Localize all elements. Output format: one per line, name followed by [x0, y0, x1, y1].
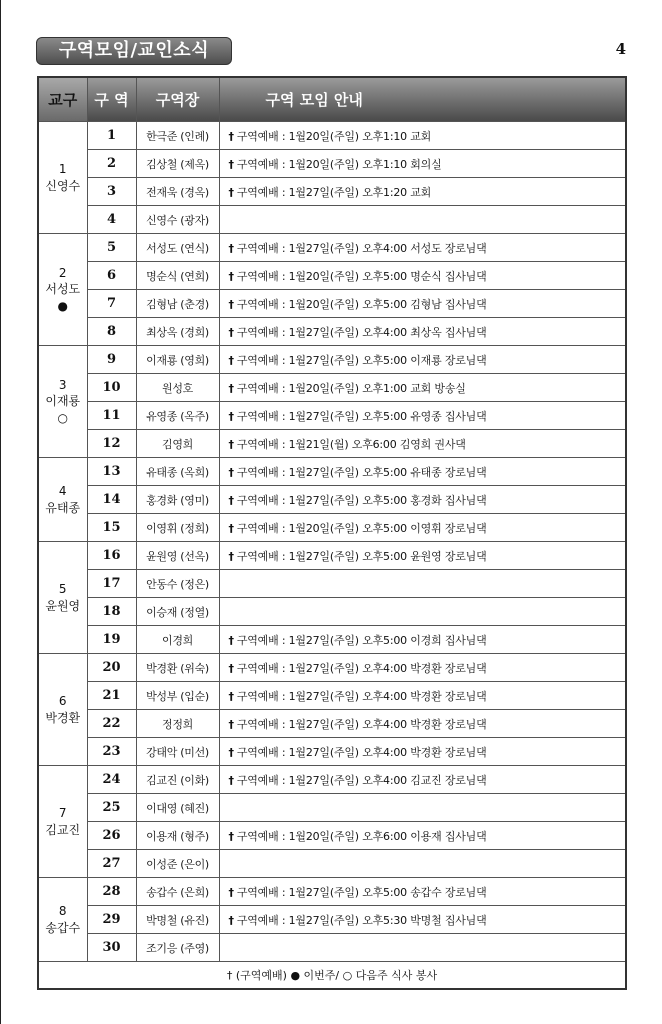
district-number: 22 [87, 710, 136, 738]
cross-icon: † [228, 269, 234, 283]
district-group-number: 7 [58, 806, 67, 821]
district-group-cell [38, 234, 87, 346]
hollow-circle-icon: ○ [57, 410, 68, 425]
table-row [38, 850, 626, 878]
district-group-name: 서성도 [45, 282, 81, 297]
district-group-cell [38, 766, 87, 878]
district-group-number: 3 [58, 378, 67, 393]
table-row [38, 654, 626, 682]
legend-text: † (구역예배) ● 이번주/ ○ 다음주 식사 봉사 [38, 962, 626, 990]
cross-icon: † [228, 913, 234, 927]
district-group-number: 1 [58, 162, 67, 177]
meeting-info [219, 346, 626, 374]
district-group-number: 5 [58, 582, 67, 597]
district-number: 10 [87, 374, 136, 402]
district-leader: 유영종 (옥주) [136, 402, 219, 430]
cross-icon: † [228, 157, 234, 171]
district-leader: 유태종 (옥희) [136, 458, 219, 486]
district-number: 1 [87, 122, 136, 150]
cross-icon: † [228, 409, 234, 423]
meeting-info-text: 구역예배 : 1월27일(주일) 오후5:00 이경희 집사님댁 [236, 633, 487, 647]
table-row [38, 906, 626, 934]
district-number: 16 [87, 542, 136, 570]
meeting-info-text: 구역예배 : 1월27일(주일) 오후5:00 윤원영 장로님댁 [236, 549, 487, 563]
district-number: 6 [87, 262, 136, 290]
meeting-info [219, 122, 626, 150]
district-leader: 송갑수 (은희) [136, 878, 219, 906]
table-row [38, 206, 626, 234]
meeting-info [219, 514, 626, 542]
district-group-cell [38, 878, 87, 962]
meeting-info [219, 906, 626, 934]
cross-icon: † [228, 745, 234, 759]
district-leader: 강태악 (미선) [136, 738, 219, 766]
meeting-info [219, 542, 626, 570]
meeting-info-text: 구역예배 : 1월27일(주일) 오후4:00 박경환 장로님댁 [236, 745, 487, 759]
meeting-info [219, 878, 626, 906]
meeting-info [219, 794, 626, 822]
district-number: 24 [87, 766, 136, 794]
district-leader: 명순식 (연희) [136, 262, 219, 290]
district-number: 2 [87, 150, 136, 178]
cross-icon: † [228, 241, 234, 255]
table-row [38, 626, 626, 654]
meeting-info [219, 206, 626, 234]
district-number: 26 [87, 822, 136, 850]
table-row [38, 262, 626, 290]
district-leader: 박경환 (위숙) [136, 654, 219, 682]
table-row [38, 598, 626, 626]
district-group-name: 박경환 [45, 710, 81, 725]
meeting-info-text: 구역예배 : 1월20일(주일) 오후6:00 이용재 집사님댁 [236, 829, 487, 843]
meeting-info-text: 구역예배 : 1월27일(주일) 오후1:20 교회 [236, 185, 432, 199]
district-leader: 정정희 [136, 710, 219, 738]
meeting-info [219, 738, 626, 766]
district-leader: 안동수 (정은) [136, 570, 219, 598]
cross-icon: † [228, 381, 234, 395]
district-number: 9 [87, 346, 136, 374]
meeting-info-text: 구역예배 : 1월20일(주일) 오후5:00 김형남 집사님댁 [236, 297, 487, 311]
district-group-number: 6 [58, 694, 67, 709]
cross-icon: † [228, 521, 234, 535]
table-row [38, 150, 626, 178]
district-group-number: 2 [58, 266, 67, 281]
meeting-info-text: 구역예배 : 1월27일(주일) 오후4:00 박경환 장로님댁 [236, 661, 487, 675]
table-row [38, 710, 626, 738]
table-row [38, 878, 626, 906]
district-group-name: 송갑수 [45, 920, 81, 935]
meeting-info [219, 178, 626, 206]
meeting-info-text: 구역예배 : 1월27일(주일) 오후5:00 송갑수 장로님댁 [236, 885, 487, 899]
district-leader: 이성준 (은이) [136, 850, 219, 878]
district-leader: 이승재 (정열) [136, 598, 219, 626]
meeting-info-text: 구역예배 : 1월27일(주일) 오후4:00 박경환 장로님댁 [236, 689, 487, 703]
district-leader: 김형남 (춘경) [136, 290, 219, 318]
district-group-cell [38, 654, 87, 766]
district-leader: 한극준 (인례) [136, 122, 219, 150]
district-leader: 조기응 (주영) [136, 934, 219, 962]
district-number: 28 [87, 878, 136, 906]
cross-icon: † [228, 717, 234, 731]
district-number: 5 [87, 234, 136, 262]
district-leader: 김교진 (이화) [136, 766, 219, 794]
meeting-info [219, 318, 626, 346]
meeting-info [219, 850, 626, 878]
table-row [38, 346, 626, 374]
meeting-info [219, 934, 626, 962]
cross-icon: † [228, 325, 234, 339]
col-header-district-group: 교구 [38, 77, 87, 122]
district-number: 20 [87, 654, 136, 682]
col-header-district: 구 역 [87, 77, 136, 122]
district-group-name: 이재룡 [45, 394, 81, 409]
meeting-info [219, 626, 626, 654]
col-header-leader: 구역장 [136, 77, 219, 122]
district-number: 21 [87, 682, 136, 710]
cross-icon: † [228, 129, 234, 143]
district-leader: 이용재 (형주) [136, 822, 219, 850]
meeting-info-text: 구역예배 : 1월20일(주일) 오후1:00 교회 방송실 [236, 381, 466, 395]
district-leader: 최상옥 (경희) [136, 318, 219, 346]
district-number: 15 [87, 514, 136, 542]
page-number: 4 [615, 40, 626, 58]
district-leader: 이영휘 (정희) [136, 514, 219, 542]
district-group-name: 김교진 [45, 822, 81, 837]
table-row [38, 458, 626, 486]
district-leader: 박명철 (유진) [136, 906, 219, 934]
table-row [38, 122, 626, 150]
cross-icon: † [228, 829, 234, 843]
district-number: 7 [87, 290, 136, 318]
district-group-cell [38, 542, 87, 654]
district-number: 14 [87, 486, 136, 514]
meeting-info [219, 822, 626, 850]
section-title: 구역모임/교인소식 [36, 37, 232, 65]
cross-icon: † [228, 549, 234, 563]
table-row [38, 682, 626, 710]
cross-icon: † [228, 437, 234, 451]
meeting-info-text: 구역예배 : 1월27일(주일) 오후4:00 최상옥 집사님댁 [236, 325, 487, 339]
district-number: 30 [87, 934, 136, 962]
district-leader: 김상철 (제옥) [136, 150, 219, 178]
district-number: 17 [87, 570, 136, 598]
district-group-name: 신영수 [45, 178, 81, 193]
district-number: 4 [87, 206, 136, 234]
table-row [38, 178, 626, 206]
meeting-info [219, 682, 626, 710]
table-row [38, 766, 626, 794]
district-leader: 박성부 (입순) [136, 682, 219, 710]
meeting-info [219, 430, 626, 458]
district-leader: 전재욱 (경옥) [136, 178, 219, 206]
district-number: 12 [87, 430, 136, 458]
meeting-info-text: 구역예배 : 1월20일(주일) 오후5:00 명순식 집사님댁 [236, 269, 487, 283]
meeting-info [219, 402, 626, 430]
filled-circle-icon: ● [57, 298, 68, 313]
district-leader: 김영희 [136, 430, 219, 458]
district-number: 23 [87, 738, 136, 766]
meeting-info-text: 구역예배 : 1월27일(주일) 오후5:30 박명철 집사님댁 [236, 913, 487, 927]
district-number: 8 [87, 318, 136, 346]
district-leader: 이재룡 (영희) [136, 346, 219, 374]
district-number: 25 [87, 794, 136, 822]
meeting-info [219, 654, 626, 682]
meeting-info-text: 구역예배 : 1월27일(주일) 오후5:00 유영종 집사님댁 [236, 409, 487, 423]
meeting-info [219, 598, 626, 626]
district-meeting-table [37, 76, 627, 990]
district-group-name: 윤원영 [45, 598, 81, 613]
table-row [38, 374, 626, 402]
meeting-info-text: 구역예배 : 1월27일(주일) 오후4:00 박경환 장로님댁 [236, 717, 487, 731]
meeting-info [219, 234, 626, 262]
meeting-info-text: 구역예배 : 1월27일(주일) 오후5:00 이재룡 장로님댁 [236, 353, 487, 367]
cross-icon: † [228, 689, 234, 703]
page-border [0, 0, 1, 1024]
meeting-info [219, 710, 626, 738]
meeting-info [219, 374, 626, 402]
legend-row [38, 962, 626, 990]
table-row [38, 290, 626, 318]
meeting-info-text: 구역예배 : 1월27일(주일) 오후4:00 김교진 장로님댁 [236, 773, 487, 787]
meeting-info-text: 구역예배 : 1월20일(주일) 오후1:10 회의실 [236, 157, 442, 171]
table-header-row [38, 77, 626, 122]
meeting-info [219, 766, 626, 794]
meeting-info-text: 구역예배 : 1월27일(주일) 오후5:00 유태종 장로님댁 [236, 465, 487, 479]
district-group-cell [38, 122, 87, 234]
district-group-number: 8 [58, 904, 67, 919]
table-row [38, 794, 626, 822]
district-leader: 원성호 [136, 374, 219, 402]
district-number: 29 [87, 906, 136, 934]
meeting-info [219, 262, 626, 290]
district-group-cell [38, 346, 87, 458]
meeting-info-text: 구역예배 : 1월21일(월) 오후6:00 김영희 권사댁 [236, 437, 466, 451]
district-group-cell [38, 458, 87, 542]
meeting-info [219, 458, 626, 486]
table-row [38, 402, 626, 430]
district-number: 18 [87, 598, 136, 626]
cross-icon: † [228, 353, 234, 367]
meeting-info-text: 구역예배 : 1월20일(주일) 오후5:00 이영휘 장로님댁 [236, 521, 487, 535]
meeting-info [219, 150, 626, 178]
district-leader: 이경희 [136, 626, 219, 654]
cross-icon: † [228, 773, 234, 787]
district-group-name: 유태종 [45, 500, 81, 515]
district-number: 11 [87, 402, 136, 430]
cross-icon: † [228, 185, 234, 199]
district-leader: 신영수 (광자) [136, 206, 219, 234]
table-body [38, 122, 626, 962]
district-leader: 서성도 (연식) [136, 234, 219, 262]
meeting-info-text: 구역예배 : 1월27일(주일) 오후5:00 홍경화 집사님댁 [236, 493, 487, 507]
district-leader: 홍경화 (영미) [136, 486, 219, 514]
table-row [38, 514, 626, 542]
cross-icon: † [228, 465, 234, 479]
meeting-info-text: 구역예배 : 1월27일(주일) 오후4:00 서성도 장로님댁 [236, 241, 487, 255]
table-row [38, 486, 626, 514]
table-row [38, 318, 626, 346]
meeting-info [219, 570, 626, 598]
district-group-number: 4 [58, 484, 67, 499]
district-number: 3 [87, 178, 136, 206]
meeting-info [219, 290, 626, 318]
district-number: 13 [87, 458, 136, 486]
district-leader: 윤원영 (선옥) [136, 542, 219, 570]
table-row [38, 934, 626, 962]
meeting-info [219, 486, 626, 514]
cross-icon: † [228, 661, 234, 675]
district-number: 19 [87, 626, 136, 654]
table-row [38, 542, 626, 570]
table-row [38, 822, 626, 850]
cross-icon: † [228, 633, 234, 647]
cross-icon: † [228, 885, 234, 899]
district-number: 27 [87, 850, 136, 878]
cross-icon: † [228, 297, 234, 311]
table-row [38, 430, 626, 458]
table-row [38, 570, 626, 598]
cross-icon: † [228, 493, 234, 507]
col-header-meeting-guide: 구역 모임 안내 [219, 77, 626, 122]
district-leader: 이대영 (혜진) [136, 794, 219, 822]
table-row [38, 234, 626, 262]
meeting-info-text: 구역예배 : 1월20일(주일) 오후1:10 교회 [236, 129, 432, 143]
table-row [38, 738, 626, 766]
